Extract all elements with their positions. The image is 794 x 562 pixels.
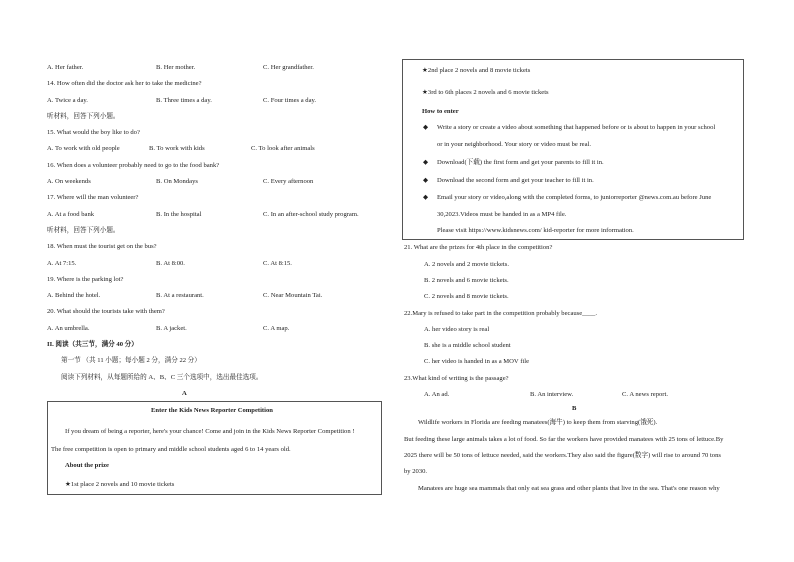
listening-instruction: 听材料，回答下列小题。	[47, 113, 120, 120]
prize-second: ★2nd place 2 novels and 8 movie tickets	[422, 67, 531, 74]
q14-option-b: B. Three times a day.	[156, 97, 212, 104]
passage-b-paragraph: Wildlife workers in Florida are feeding manatees(海牛) to keep them from starving(饿死).	[418, 419, 658, 426]
competition-eligibility: The free competition is open to primary and middle school students aged 6 to 14 years old.	[51, 446, 291, 453]
listening-instruction: 听材料，回答下列小题。	[47, 227, 120, 234]
q16-option-a: A. On weekends	[47, 178, 91, 185]
passage-b-paragraph: Manatees are huge sea mammals that only eat sea grass and other plants that live in the sea. That's one reason why	[418, 485, 720, 492]
passage-a-label: A	[182, 390, 187, 397]
bullet-icon: ◆	[423, 124, 429, 131]
q17-option-b: B. In the hospital	[156, 211, 202, 218]
q19-question: 19. Where is the parking lot?	[47, 276, 124, 283]
q17-option-c: C. In an after-school study program.	[263, 211, 359, 218]
step-download-teacher-form: Download the second form and get your teacher to fill it in.	[437, 177, 594, 184]
q18-option-b: B. At 8:00.	[156, 260, 185, 267]
q22-question: 22.Mary is refused to take part in the competition probably because____.	[404, 310, 597, 317]
bullet-icon: ◆	[423, 194, 429, 201]
reading-instruction: 阅读下列材料，从每题所给的 A、B、C 三个选项中，选出最佳选项。	[61, 374, 263, 381]
q15-option-c: C. To look after animals	[251, 145, 315, 152]
q17-question: 17. Where will the man volunteer?	[47, 194, 139, 201]
part-heading: 第一节 （共 11 小题；每小题 2 分，满分 22 分）	[61, 357, 201, 364]
passage-b-label: B	[572, 405, 577, 412]
q22-option-c: C. her video is handed in as a MOV file	[424, 358, 529, 365]
q21-question: 21. What are the prizes for 4th place in the competition?	[404, 244, 553, 251]
q19-option-c: C. Near Mountain Tai.	[263, 292, 323, 299]
q21-option-a: A. 2 novels and 2 movie tickets.	[424, 261, 509, 268]
q22-option-a: A. her video story is real	[424, 326, 490, 333]
section-heading: II. 阅读（共三节，满分 40 分）	[47, 341, 138, 348]
q17-option-a: A. At a food bank	[47, 211, 95, 218]
step-download-parent-form: Download(下载) the first form and get your parents to fill it in.	[437, 159, 604, 166]
q18-option-c: C. At 8:15.	[263, 260, 292, 267]
q19-option-b: B. At a restaurant.	[156, 292, 204, 299]
q13-option-b: B. Her mother.	[156, 64, 196, 71]
q13-option-a: A. Her father.	[47, 64, 84, 71]
how-to-enter-heading: How to enter	[422, 108, 459, 115]
q15-option-b: B. To work with kids	[149, 145, 205, 152]
q23-option-a: A. An ad.	[424, 391, 450, 398]
passage-b-paragraph: 2025 there will be 50 tons of lettuce needed, said the workers.They also said the figure(数字) will rise to around 70 tons	[404, 452, 721, 459]
competition-intro: If you dream of being a reporter, here's your chance! Come and join in the Kids News Reporter Competition !	[65, 428, 355, 435]
q22-option-b: B. she is a middle school student	[424, 342, 511, 349]
visit-website: Please visit https://www.kidsnews.com/ kid-reporter for more information.	[437, 227, 634, 234]
bullet-icon: ◆	[423, 177, 429, 184]
prize-third: ★3rd to 6th places 2 novels and 6 movie tickets	[422, 89, 549, 96]
q18-option-a: A. At 7:15.	[47, 260, 77, 267]
q16-question: 16. When does a volunteer probably need to go to the food bank?	[47, 162, 220, 169]
q20-option-b: B. A jacket.	[156, 325, 187, 332]
q21-option-b: B. 2 novels and 6 movie tickets.	[424, 277, 509, 284]
q20-option-a: A. An umbrella.	[47, 325, 90, 332]
q20-question: 20. What should the tourists take with them?	[47, 308, 165, 315]
prize-first: ★1st place 2 novels and 10 movie tickets	[65, 481, 175, 488]
step-write-story-cont: or in your neighborhood. Your story or video must be real.	[437, 141, 592, 148]
step-email-cont: 30,2023.Videos must be handed in as a MP4 file.	[437, 211, 567, 218]
q13-option-c: C. Her grandfather.	[263, 64, 314, 71]
q20-option-c: C. A map.	[263, 325, 290, 332]
q14-option-a: A. Twice a day.	[47, 97, 88, 104]
q14-question: 14. How often did the doctor ask her to take the medicine?	[47, 80, 202, 87]
q23-option-c: C. A news report.	[622, 391, 668, 398]
passage-b-paragraph: by 2030.	[404, 468, 428, 475]
q15-question: 15. What would the boy like to do?	[47, 129, 140, 136]
q21-option-c: C. 2 novels and 8 movie tickets.	[424, 293, 509, 300]
step-write-story: Write a story or create a video about something that happened before or is about to happen in your school	[437, 124, 716, 131]
q18-question: 18. When must the tourist get on the bus?	[47, 243, 157, 250]
q14-option-c: C. Four times a day.	[263, 97, 317, 104]
prize-heading: About the prize	[65, 462, 109, 469]
q23-question: 23.What kind of writing is the passage?	[404, 375, 509, 382]
q19-option-a: A. Behind the hotel.	[47, 292, 101, 299]
q16-option-b: B. On Mondays	[156, 178, 198, 185]
q23-option-b: B. An interview.	[530, 391, 574, 398]
q15-option-a: A. To work with old people	[47, 145, 120, 152]
bullet-icon: ◆	[423, 159, 429, 166]
q16-option-c: C. Every afternoon	[263, 178, 314, 185]
passage-b-paragraph: But feeding these large animals takes a lot of food. So far the workers have provided manatees with 25 tons of lettuce.By	[404, 436, 724, 443]
competition-title: Enter the Kids News Reporter Competition	[151, 407, 273, 414]
step-email: Email your story or video,along with the completed forms, to juniorreporter @news.com.au before June	[437, 194, 712, 201]
